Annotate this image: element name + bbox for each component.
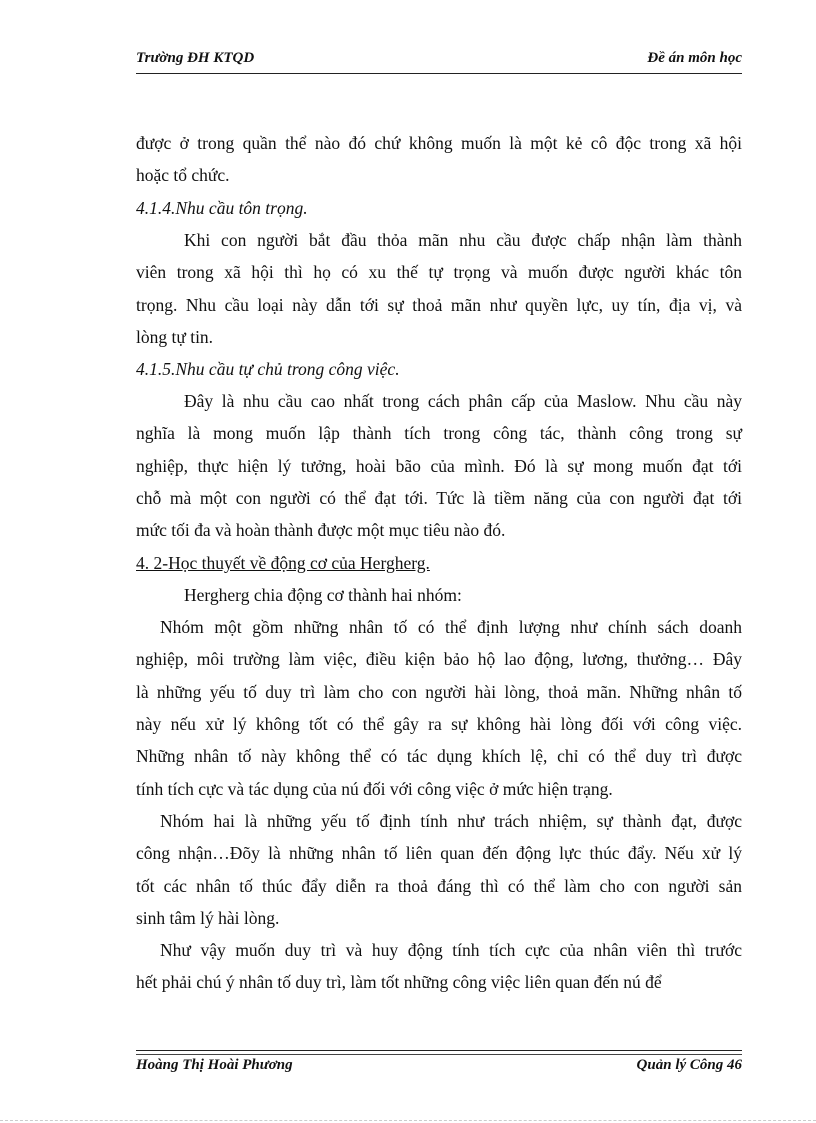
body-line: nghiệp, môi trường làm việc, điều kiện bảo hộ lao động, lương, thưởng… Đây <box>136 649 742 669</box>
body-line: này nếu xử lý không tốt có thể gây ra sự không hài lòng đối với công việc. <box>136 714 742 734</box>
page-bottom-divider <box>0 1120 816 1121</box>
body-line: tính tích cực và tác dụng của nú đối với công việc ở mức hiện trạng. <box>136 779 613 799</box>
body-line: được ở trong quần thể nào đó chứ không muốn là một kẻ cô độc trong xã hội <box>136 133 742 153</box>
body-line: Nhóm một gồm những nhân tố có thể định lượng như chính sách doanh <box>160 617 742 637</box>
footer-class: Quản lý Công 46 <box>636 1057 742 1073</box>
footer-rule-bottom <box>136 1054 742 1055</box>
body-line: Hergherg chia động cơ thành hai nhóm: <box>184 585 462 605</box>
section-heading-4-1-5: 4.1.5.Nhu cầu tự chủ trong công việc. <box>136 359 400 379</box>
body-line: Khi con người bắt đầu thỏa mãn nhu cầu được chấp nhận làm thành <box>184 230 742 250</box>
body-line: chỗ mà một con người có thể đạt tới. Tức là tiềm năng của con người đạt tới <box>136 488 742 508</box>
body-line: Đây là nhu cầu cao nhất trong cách phân cấp của Maslow. Nhu cầu này <box>184 391 742 411</box>
header-title: Đề án môn học <box>647 50 742 66</box>
body-line: nghĩa là mong muốn lập thành tích trong công tác, thành công trong sự <box>136 423 742 443</box>
body-line: sinh tâm lý hài lòng. <box>136 908 280 928</box>
body-line: Những nhân tố này không thể có tác dụng khích lệ, chỉ có thể duy trì được <box>136 746 742 766</box>
body-line: mức tối đa và hoàn thành được một mục tiêu nào đó. <box>136 520 506 540</box>
body-line: lòng tự tin. <box>136 327 214 347</box>
body-line: trọng. Nhu cầu loại này dẫn tới sự thoả mãn như quyền lực, uy tín, địa vị, và <box>136 295 742 315</box>
body-line: Nhóm hai là những yếu tố định tính như trách nhiệm, sự thành đạt, được <box>160 811 742 831</box>
section-heading-4-2: 4. 2-Học thuyết về động cơ của Hergherg. <box>136 553 430 573</box>
header-school: Trường ĐH KTQD <box>136 50 255 66</box>
body-line: là những yếu tố duy trì làm cho con người hài lòng, thoả mãn. Những nhân tố <box>136 682 742 702</box>
section-heading-4-1-4: 4.1.4.Nhu cầu tôn trọng. <box>136 198 308 218</box>
footer-author: Hoàng Thị Hoài Phương <box>136 1057 293 1073</box>
footer-rule-top <box>136 1050 742 1051</box>
body-line: hết phải chú ý nhân tố duy trì, làm tốt những công việc liên quan đến nú để <box>136 972 662 992</box>
page-footer <box>136 1057 742 1077</box>
body-line: công nhận…Đõy là những nhân tố liên quan đến động lực thúc đẩy. Nếu xử lý <box>136 843 742 863</box>
body-line: viên trong xã hội thì họ có xu thế tự trọng và muốn được người khác tôn <box>136 262 742 282</box>
body-line: nghiệp, thực hiện lý tưởng, hoài bão của mình. Đó là sự mong muốn đạt tới <box>136 456 742 476</box>
page-header <box>136 50 742 70</box>
body-line: hoặc tổ chức. <box>136 165 230 185</box>
body-line: tốt các nhân tố thúc đẩy diễn ra thoả đáng thì có thể làm cho con người sản <box>136 876 742 896</box>
header-rule <box>136 73 742 74</box>
body-line: Như vậy muốn duy trì và huy động tính tích cực của nhân viên thì trước <box>160 940 742 960</box>
